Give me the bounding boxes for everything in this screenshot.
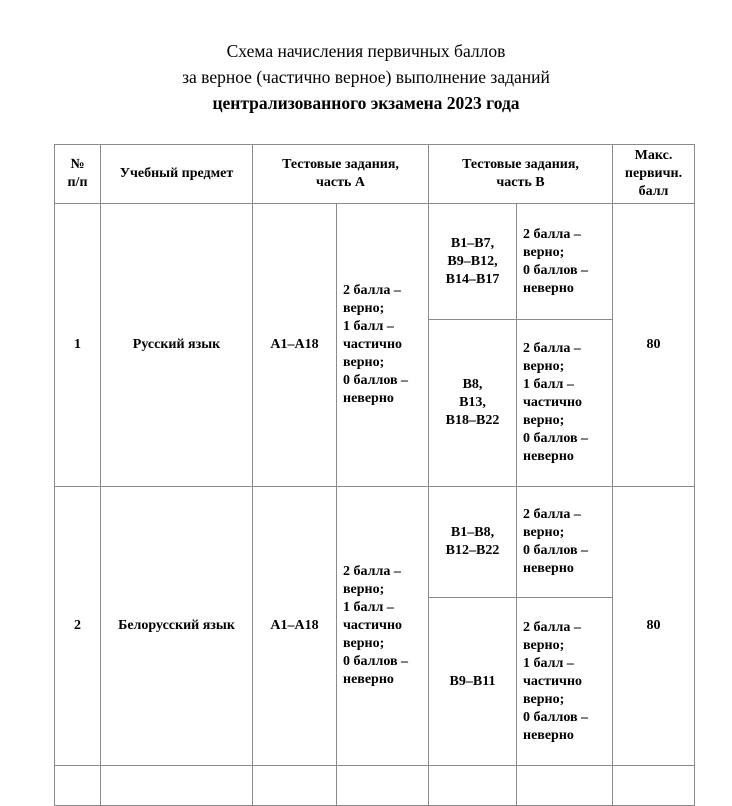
header-part-a: Тестовые задания, часть А bbox=[253, 145, 429, 204]
part-a-tasks: А1–А18 bbox=[253, 487, 337, 766]
cell bbox=[337, 766, 429, 806]
header-max: Макс. первичн. балл bbox=[613, 145, 695, 204]
part-b-tasks-group-2: В8, В13, В18–В22 bbox=[429, 320, 517, 487]
cell bbox=[429, 766, 517, 806]
table-row bbox=[55, 204, 695, 320]
header-part-b: Тестовые задания, часть В bbox=[429, 145, 613, 204]
row-subject: Русский язык bbox=[101, 204, 253, 487]
header-row bbox=[55, 145, 695, 204]
scoring-table bbox=[54, 144, 695, 806]
row-max-score: 80 bbox=[613, 487, 695, 766]
title-line-2: за верное (частично верное) выполнение заданий bbox=[182, 67, 550, 87]
table-row-partial bbox=[55, 766, 695, 806]
cell bbox=[101, 766, 253, 806]
row-num: 1 bbox=[55, 204, 101, 487]
cell bbox=[517, 766, 613, 806]
cell bbox=[613, 766, 695, 806]
part-b-tasks-group-1: В1–В8, В12–В22 bbox=[429, 487, 517, 598]
part-b-scoring-group-1: 2 балла – верно; 0 баллов – неверно bbox=[517, 487, 613, 598]
part-a-scoring: 2 балла – верно; 1 балл – частично верно; 0 баллов – неверно bbox=[337, 487, 429, 766]
cell bbox=[55, 766, 101, 806]
part-b-scoring-group-2: 2 балла – верно; 1 балл – частично верно; 0 баллов – неверно bbox=[517, 320, 613, 487]
cell bbox=[253, 766, 337, 806]
row-subject: Белорусский язык bbox=[101, 487, 253, 766]
part-b-tasks-group-2: В9–В11 bbox=[429, 598, 517, 766]
part-b-tasks-group-1: В1–В7, В9–В12, В14–В17 bbox=[429, 204, 517, 320]
header-num: № п/п bbox=[55, 145, 101, 204]
row-max-score: 80 bbox=[613, 204, 695, 487]
header-subject: Учебный предмет bbox=[101, 145, 253, 204]
title-line-3: централизованного экзамена 2023 года bbox=[212, 93, 520, 113]
part-a-tasks: А1–А18 bbox=[253, 204, 337, 487]
part-b-scoring-group-1: 2 балла – верно; 0 баллов – неверно bbox=[517, 204, 613, 320]
part-a-scoring: 2 балла – верно; 1 балл – частично верно; 0 баллов – неверно bbox=[337, 204, 429, 487]
title-line-1: Схема начисления первичных баллов bbox=[226, 41, 506, 61]
part-b-scoring-group-2: 2 балла – верно; 1 балл – частично верно; 0 баллов – неверно bbox=[517, 598, 613, 766]
document-title bbox=[0, 38, 732, 116]
row-num: 2 bbox=[55, 487, 101, 766]
table-row bbox=[55, 487, 695, 598]
